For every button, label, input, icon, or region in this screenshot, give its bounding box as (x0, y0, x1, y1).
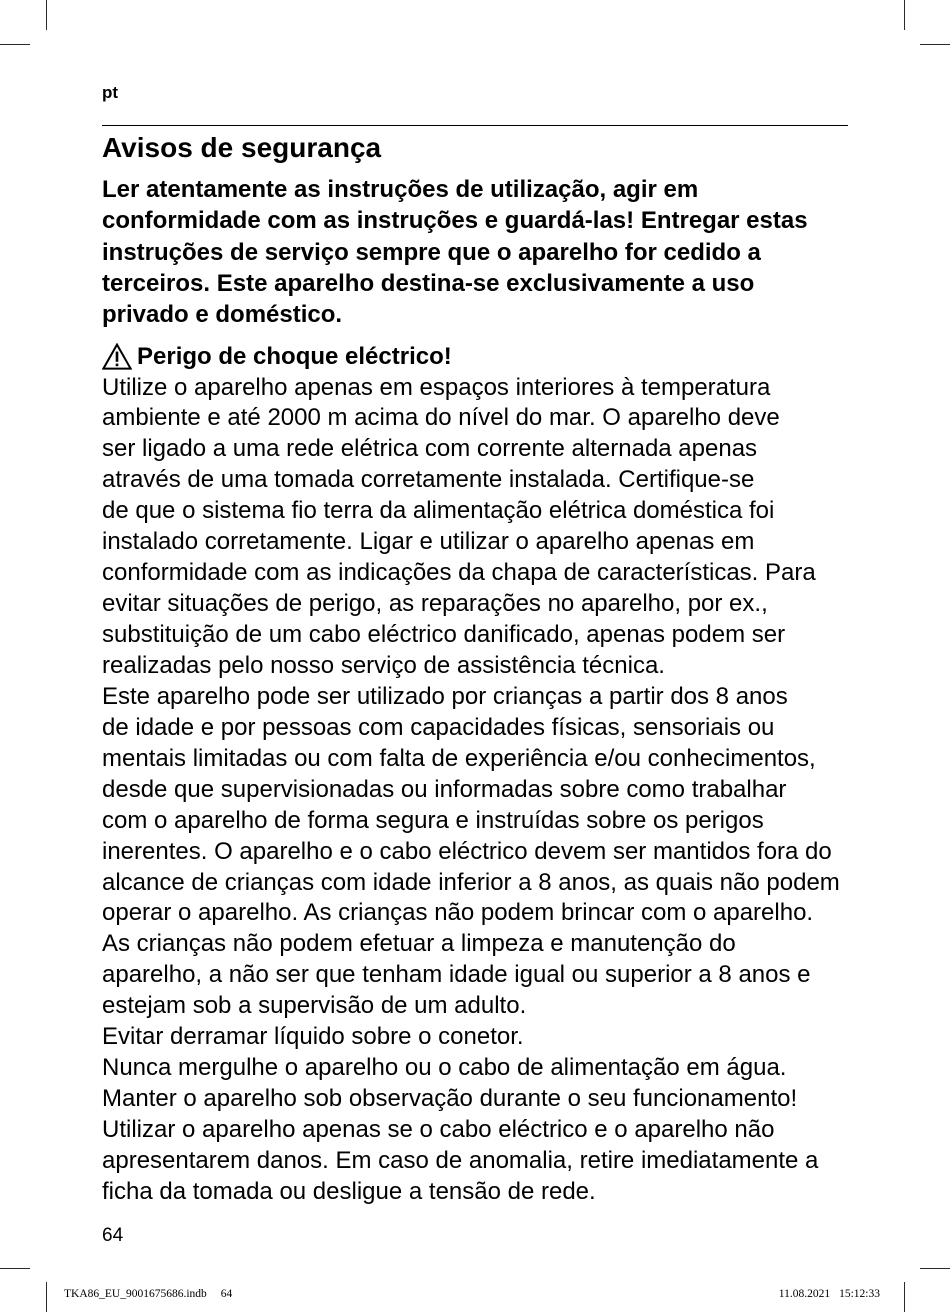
crop-mark-bottom-right-horizontal (920, 1268, 950, 1269)
intro-line: instruções de serviço sempre que o aparelho for cedido a (102, 238, 761, 266)
warning-text-line: ser ligado a uma rede elétrica com corrente alternada apenas (102, 435, 758, 463)
warning-text-line: aparelho, a não ser que tenham idade igual ou superior a 8 anos e (102, 961, 811, 989)
warning-text-line: estejam sob a supervisão de um adulto. (102, 992, 527, 1020)
crop-mark-top-right-horizontal (920, 44, 950, 45)
intro-line: terceiros. Este aparelho destina-se exclusivamente a uso (102, 269, 755, 297)
warning-text-line: Este aparelho pode ser utilizado por crianças a partir dos 8 anos (102, 682, 788, 710)
intro-line: conformidade com as instruções e guardá-las! Entregar estas (102, 207, 808, 235)
warning-text-line: ambiente e até 2000 m acima do nível do mar. O aparelho deve (102, 404, 780, 432)
warning-text-line: de idade e por pessoas com capacidades físicas, sensoriais ou (102, 713, 775, 741)
warning-text-line: Utilizar o aparelho apenas se o cabo eléctrico e o aparelho não (102, 1116, 775, 1143)
warning-text-line: de que o sistema fio terra da alimentação elétrica doméstica foi (102, 497, 775, 525)
exclamation-dot (116, 364, 119, 367)
print-file-name: TKA86_EU_9001675686.indb (64, 1288, 207, 1300)
crop-mark-bottom-right-vertical (904, 1282, 905, 1312)
warning-text-line: Evitar derramar líquido sobre o conetor. (102, 1023, 524, 1051)
warning-text-line: Utilize o aparelho apenas em espaços interiores à temperatura (102, 373, 771, 401)
warning-text-line: desde que supervisionadas ou informadas sobre como trabalhar (102, 775, 787, 803)
crop-mark-top-right-vertical (904, 0, 905, 30)
print-time: 15:12:33 (839, 1288, 880, 1300)
print-file-info (64, 1287, 232, 1301)
crop-mark-bottom-left-vertical (46, 1282, 47, 1312)
warning-heading (102, 341, 452, 372)
warning-text-line: apresentarem danos. Em caso de anomalia, retire imediatamente a (102, 1146, 819, 1174)
header-rule (102, 125, 848, 126)
warning-text-line: conformidade com as indicações da chapa de características. Para (102, 559, 816, 587)
crop-mark-top-left-horizontal (0, 44, 30, 45)
warning-text-line: inerentes. O aparelho e o cabo eléctrico devem ser mantidos fora do (102, 837, 832, 865)
warning-text-line: através de uma tomada corretamente instalada. Certifique-se (102, 466, 755, 494)
warning-text-line: alcance de crianças com idade inferior a 8 anos, as quais não podem (102, 868, 840, 896)
print-page-number: 64 (220, 1288, 233, 1300)
language-code: pt (102, 83, 119, 102)
crop-mark-top-left-vertical (46, 0, 47, 30)
crop-mark-bottom-left-horizontal (0, 1268, 30, 1269)
warning-text-line: Manter o aparelho sob observação durante o seu funcionamento! (102, 1085, 798, 1113)
warning-triangle-icon (102, 343, 132, 370)
intro-paragraph (102, 174, 808, 330)
warning-text-line: substituição de um cabo eléctrico danificado, apenas podem ser (102, 621, 786, 648)
warning-text-line: evitar situações de perigo, as reparações no aparelho, por ex., (102, 590, 768, 618)
print-date: 11.08.2021 (778, 1288, 831, 1300)
warning-text (102, 373, 840, 1208)
warning-text-line: operar o aparelho. As crianças não podem brincar com o aparelho. (102, 899, 814, 927)
warning-text-line: As crianças não podem efetuar a limpeza e manutenção do (102, 930, 736, 958)
exclamation-bar (116, 352, 119, 362)
warning-text-line: com o aparelho de forma segura e instruídas sobre os perigos (102, 806, 764, 834)
warning-text-line: realizadas pelo nosso serviço de assistência técnica. (102, 651, 665, 679)
warning-text-line: instalado corretamente. Ligar e utilizar o aparelho apenas em (102, 528, 755, 556)
warning-text-line: mentais limitadas ou com falta de experiência e/ou conhecimentos, (102, 744, 816, 772)
print-timestamp (779, 1287, 880, 1301)
warning-title: Perigo de choque eléctrico! (137, 343, 452, 370)
warning-text-line: ficha da tomada ou desligue a tensão de rede. (102, 1177, 596, 1205)
intro-line: Ler atentamente as instruções de utilização, agir em (102, 176, 699, 203)
warning-text-line: Nunca mergulhe o aparelho ou o cabo de alimentação em água. (102, 1054, 787, 1082)
page-number: 64 (102, 1225, 124, 1246)
section-title: Avisos de segurança (102, 132, 382, 163)
intro-line: privado e doméstico. (102, 301, 343, 328)
